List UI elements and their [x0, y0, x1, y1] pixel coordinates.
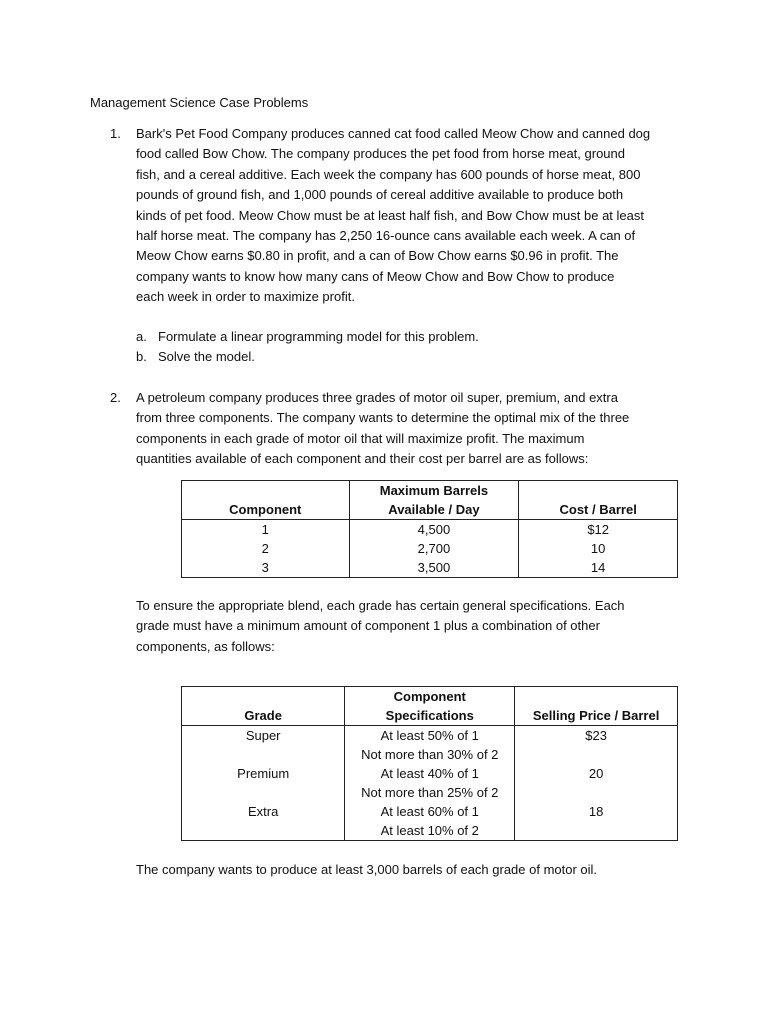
sub-label: b.	[136, 349, 147, 364]
grade-table	[181, 686, 678, 841]
column-header-max-barrels	[349, 481, 519, 520]
problem-2-line: components in each grade of motor oil that will maximize profit. The maximum	[136, 430, 585, 446]
table-header-row	[182, 687, 678, 726]
table-row	[182, 520, 678, 540]
table-row	[182, 726, 678, 746]
table-cell	[182, 745, 345, 764]
table-cell: 20	[515, 764, 678, 783]
table-cell: At least 40% of 1	[345, 764, 515, 783]
table-cell: 10	[519, 539, 678, 558]
problem-1-line: kinds of pet food. Meow Chow must be at least half fish, and Bow Chow must be at least	[136, 207, 644, 223]
sub-text: Solve the model.	[158, 349, 255, 364]
table-cell: 14	[519, 558, 678, 578]
problem-1-line: Meow Chow earns $0.80 in profit, and a can of Bow Chow earns $0.96 in profit. The	[136, 248, 619, 264]
problem-2-line: from three components. The company wants to determine the optimal mix of the three	[136, 410, 630, 426]
column-header-cost: Cost / Barrel	[519, 481, 678, 520]
table-cell: Not more than 30% of 2	[345, 745, 515, 764]
table-cell: Super	[182, 726, 345, 746]
table-cell: 2,700	[349, 539, 519, 558]
table-cell: 4,500	[349, 520, 519, 540]
table-cell	[515, 821, 678, 841]
problem-2-line: A petroleum company produces three grades of motor oil super, premium, and extra	[136, 390, 618, 405]
column-header-specifications	[345, 687, 515, 726]
table-row	[182, 783, 678, 802]
table-cell: 3	[182, 558, 350, 578]
column-header-grade: Grade	[182, 687, 345, 726]
table-cell: $12	[519, 520, 678, 540]
table-cell: 1	[182, 520, 350, 540]
table-cell	[515, 783, 678, 802]
problem-1-line: half horse meat. The company has 2,250 16-ounce cans available each week. A can of	[136, 228, 636, 244]
table-row	[182, 539, 678, 558]
table-row	[182, 745, 678, 764]
problem-2-middle-line: grade must have a minimum amount of component 1 plus a combination of other	[136, 618, 600, 634]
problem-2-closing: The company wants to produce at least 3,000 barrels of each grade of motor oil.	[136, 862, 598, 877]
table-cell: 18	[515, 802, 678, 821]
sub-text: Formulate a linear programming model for this problem.	[158, 329, 479, 344]
problem-2-text	[136, 388, 696, 470]
table-cell	[182, 783, 345, 802]
problem-2-middle-line: components, as follows:	[136, 638, 275, 654]
problem-2-middle-text	[136, 596, 696, 657]
problem-1-sub-b	[136, 347, 255, 367]
table-cell: Premium	[182, 764, 345, 783]
table-row	[182, 821, 678, 841]
problem-1-line: pounds of ground fish, and 1,000 pounds of cereal additive available to produce both	[136, 187, 624, 203]
table-cell: 2	[182, 539, 350, 558]
problem-1-line: fish, and a cereal additive. Each week the company has 600 pounds of horse meat, 800	[136, 166, 641, 182]
table-cell	[515, 745, 678, 764]
table-cell: At least 50% of 1	[345, 726, 515, 746]
problem-1-text	[136, 124, 696, 308]
header-line: Component	[393, 689, 466, 704]
column-header-component: Component	[182, 481, 350, 520]
table-row	[182, 764, 678, 783]
column-header-selling-price: Selling Price / Barrel	[515, 687, 678, 726]
problem-1-line: each week in order to maximize profit.	[136, 289, 355, 305]
table-row	[182, 802, 678, 821]
table-cell: At least 10% of 2	[345, 821, 515, 841]
header-line: Maximum Barrels	[379, 483, 489, 498]
table-cell: Not more than 25% of 2	[345, 783, 515, 802]
problem-1-number: 1.	[110, 126, 121, 141]
table-cell: 3,500	[349, 558, 519, 578]
header-line: Specifications	[385, 708, 474, 723]
problem-2-line: quantities available of each component and their cost per barrel are as follows:	[136, 451, 589, 467]
component-table	[181, 480, 678, 578]
problem-2-middle-line: To ensure the appropriate blend, each grade has certain general specifications. Each	[136, 598, 625, 613]
table-row	[182, 558, 678, 578]
page-title: Management Science Case Problems	[90, 95, 309, 110]
sub-label: a.	[136, 329, 147, 344]
table-header-row	[182, 481, 678, 520]
header-line: Available / Day	[388, 502, 480, 517]
table-cell: At least 60% of 1	[345, 802, 515, 821]
problem-1-line: company wants to know how many cans of Meow Chow and Bow Chow to produce	[136, 268, 615, 284]
table-cell: Extra	[182, 802, 345, 821]
problem-1-line: Bark's Pet Food Company produces canned cat food called Meow Chow and canned dog	[136, 126, 651, 141]
table-cell: $23	[515, 726, 678, 746]
problem-1-sub-a	[136, 327, 479, 347]
problem-2-number: 2.	[110, 390, 121, 405]
problem-1-line: food called Bow Chow. The company produces the pet food from horse meat, ground	[136, 146, 625, 162]
table-cell	[182, 821, 345, 841]
